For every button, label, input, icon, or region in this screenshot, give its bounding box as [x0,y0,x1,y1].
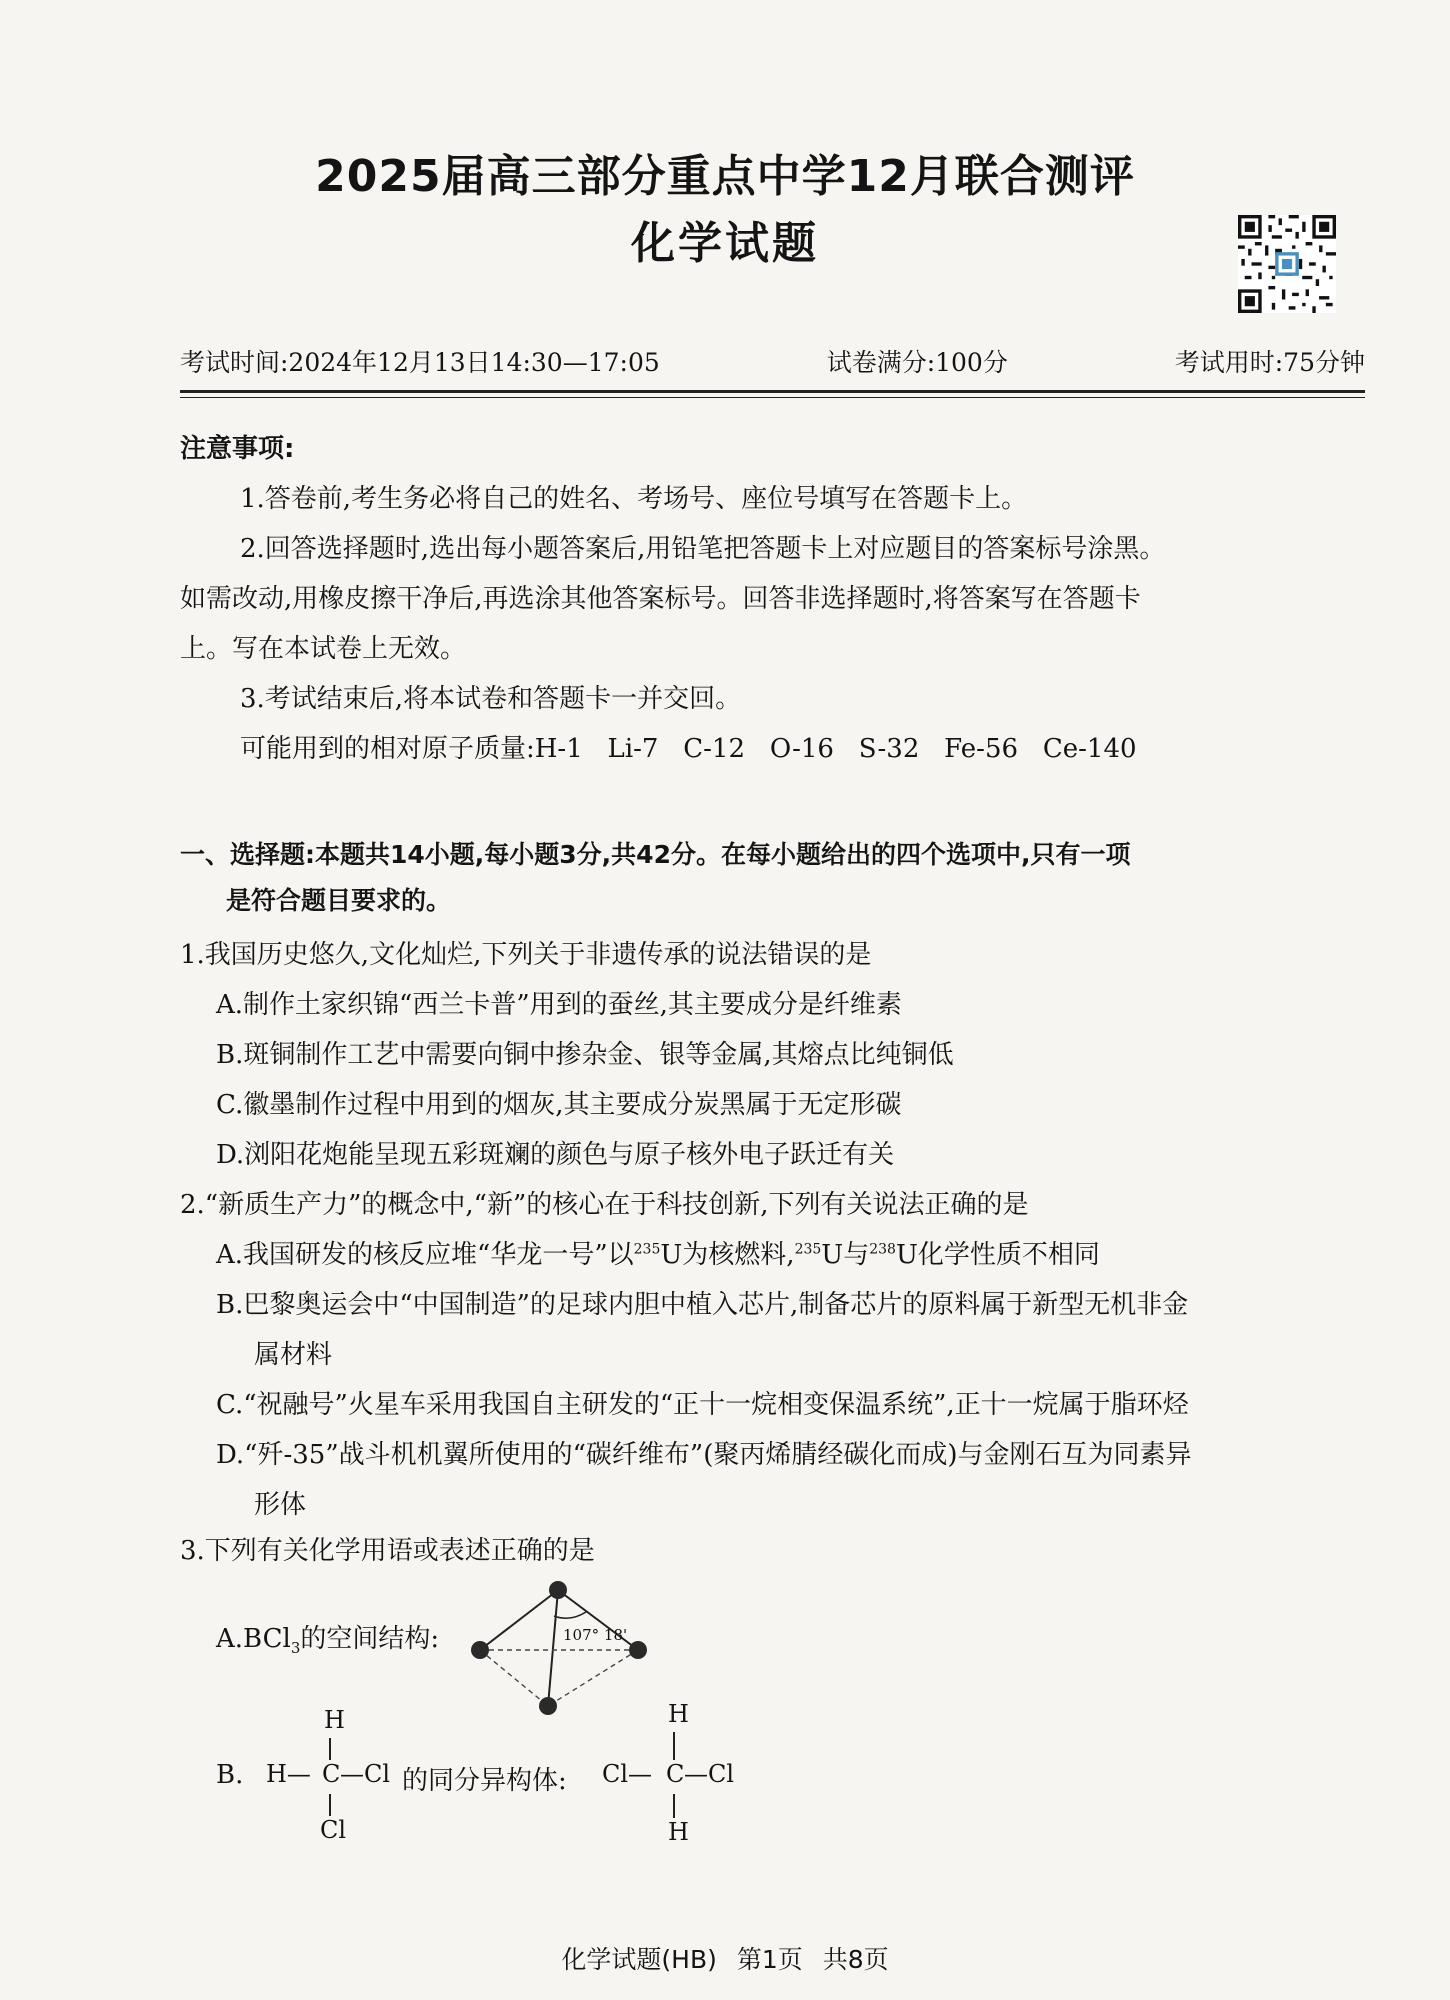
question-1-option-c: C.徽墨制作过程中用到的烟灰,其主要成分炭黑属于无定形碳 [216,1090,902,1120]
question-2-option-d: D.“歼-35”战斗机机翼所使用的“碳纤维布”(聚丙烯腈经碳化而成)与金刚石互为同素异 [216,1440,1192,1470]
q3b-text: 的同分异构体: [402,1766,567,1796]
full-score: 试卷满分:100分 [826,348,1008,377]
header-divider [180,390,1365,393]
question-2-stem: 2.“新质生产力”的概念中,“新”的核心在于科技创新,下列有关说法正确的是 [180,1190,1029,1220]
exam-title: 2025届高三部分重点中学12月联合测评 [315,151,1135,202]
mol2-top-bond [673,1732,675,1760]
isotope-symbol: U [821,1240,844,1270]
question-2 [180,1180,1365,1530]
header-divider-thin [180,397,1365,398]
q3a-subscript: 3 [290,1639,301,1658]
q3a-text-2: 的空间结构: [300,1624,440,1654]
angle-arc [554,1612,586,1618]
section-1-title-line1: 一、选择题:本题共14小题,每小题3分,共42分。在每小题给出的四个选项中,只有一项 [180,840,1131,869]
notes-section [180,424,1365,774]
notes-title: 注意事项: [180,434,295,464]
note-item-2: 2.回答选择题时,选出每小题答案后,用铅笔把答题卡上对应题目的答案标号涂黑。 [240,534,1166,564]
subject-title: 化学试题 [631,218,819,269]
question-2-option-d-cont: 形体 [254,1490,307,1520]
exam-duration: 考试用时:75分钟 [1174,348,1365,377]
mol1-right-atom: —Cl [340,1760,391,1788]
note-item-2-cont: 如需改动,用橡皮擦干净后,再选涂其他答案标号。回答非选择题时,将答案写在答题卡 [180,584,1141,614]
atom-right [629,1641,647,1659]
mol2-bottom-bond [673,1794,675,1818]
atomic-mass-list: 可能用到的相对原子质量:H-1 Li-7 C-12 O-16 S-32 Fe-56 Ce-140 [240,734,1137,764]
mol2-right-atom: —Cl [684,1760,735,1788]
exam-time: 考试时间:2024年12月13日14:30—17:05 [180,348,660,377]
question-2-option-b: B.巴黎奥运会中“中国制造”的足球内胆中植入芯片,制备芯片的原料属于新型无机非金 [216,1290,1189,1320]
question-1-option-d: D.浏阳花炮能呈现五彩斑斓的颜色与原子核外电子跃迁有关 [216,1140,895,1170]
exam-info-bar [180,343,1365,379]
page-footer [0,1940,1450,1976]
qr-code-icon [1238,215,1336,313]
q3b-label: B. [216,1760,244,1790]
molecule-bonds [480,1590,638,1706]
q2a-text-3: 与 [843,1240,870,1270]
isotope-mass: 235 [794,1241,822,1258]
section-1-title [180,832,1365,924]
footer-page-number: 第1页 [736,1945,803,1974]
isotope-symbol: U [660,1240,683,1270]
question-3-option-b [216,1698,916,1858]
note-item-1: 1.答卷前,考生务必将自己的姓名、考场号、座位号填写在答题卡上。 [240,484,1028,514]
atom-left [471,1641,489,1659]
question-1-option-b: B.斑铜制作工艺中需要向铜中掺杂金、银等金属,其熔点比纯铜低 [216,1040,954,1070]
mol2-bottom-atom: H [668,1818,689,1846]
mol1-bottom-atom: Cl [320,1816,347,1844]
mol2-left-atom: Cl— [602,1760,653,1788]
atom-top [549,1581,567,1599]
question-3 [180,1526,1365,1576]
note-item-3: 3.考试结束后,将本试卷和答题卡一并交回。 [240,684,742,714]
question-1-option-a: A.制作土家织锦“西兰卡普”用到的蚕丝,其主要成分是纤维素 [216,990,902,1020]
mol1-top-atom: H [324,1706,345,1734]
question-1-stem: 1.我国历史悠久,文化灿烂,下列关于非遗传承的说法错误的是 [180,940,872,970]
q3a-text-1: A.BCl [216,1624,291,1654]
question-3-option-a [216,1618,440,1658]
question-2-option-a [180,1230,1365,1280]
mol2-center-atom: C [666,1760,685,1788]
mol1-top-bond [329,1738,331,1760]
question-1 [180,930,1365,1180]
isotope-symbol: U [895,1240,918,1270]
isotope-mass: 235 [633,1241,661,1258]
footer-total-pages: 共8页 [822,1945,889,1974]
question-2-option-c: C.“祝融号”火星车采用我国自主研发的“正十一烷相变保温系统”,正十一烷属于脂环烃 [216,1390,1189,1420]
mol1-center-atom: C [322,1760,341,1788]
mol2-top-atom: H [668,1700,689,1728]
bond-angle-label: 107° 18' [563,1626,628,1644]
section-1-title-line2: 是符合题目要求的。 [226,886,452,915]
note-item-2-cont2: 上。写在本试卷上无效。 [180,634,467,664]
question-2-option-b-cont: 属材料 [254,1340,333,1370]
mol1-left-atom: H— [266,1760,311,1788]
footer-subject: 化学试题(HB) [561,1945,717,1974]
q2a-text-4: 化学性质不相同 [917,1240,1100,1270]
mol1-bottom-bond [329,1794,331,1816]
isotope-mass: 238 [869,1241,896,1258]
question-3-stem: 3.下列有关化学用语或表述正确的是 [180,1536,595,1566]
q2a-text-1: A.我国研发的核反应堆“华龙一号”以 [216,1240,634,1270]
q2a-text-2: 为核燃料, [682,1240,795,1270]
